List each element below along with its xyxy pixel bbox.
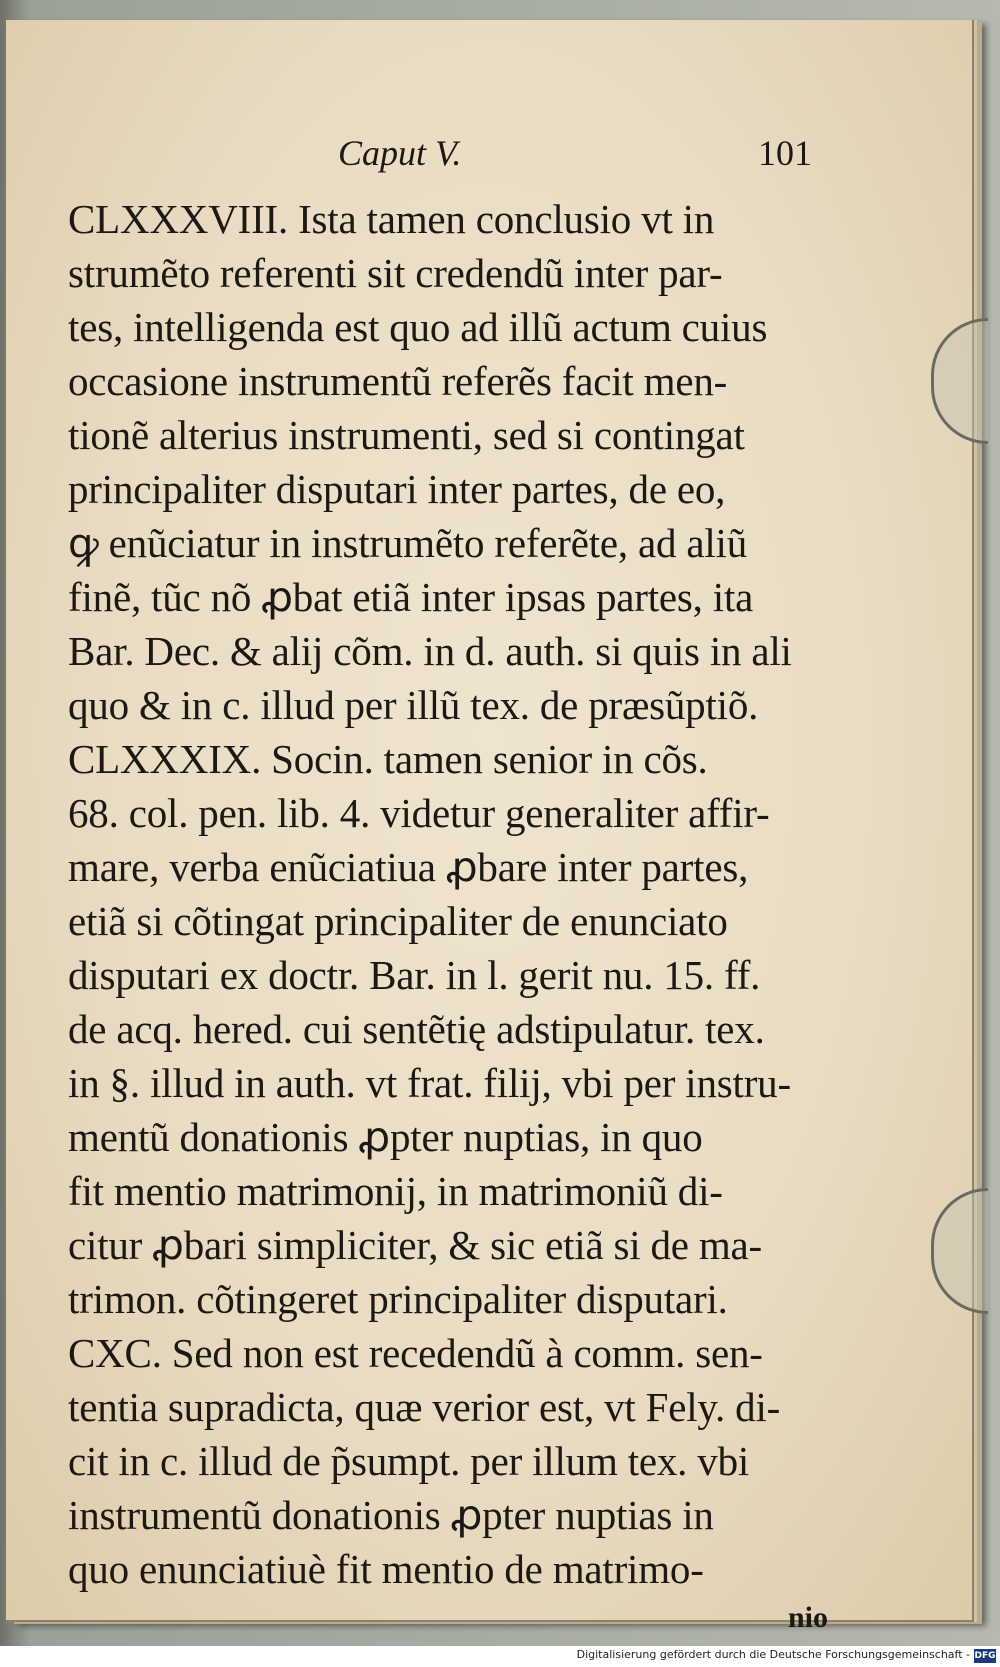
text-line: quo enunciatiuè fit mentio de matrimo- — [68, 1546, 704, 1592]
text-line: tes, intelligenda est quo ad illũ actum cuius — [68, 304, 768, 350]
dfg-logo-icon: DFG — [974, 1651, 996, 1661]
text-line: in §. illud in auth. vt frat. filij, vbi per instru- — [68, 1060, 791, 1106]
text-line: occasione instrumentũ referẽs facit men- — [68, 358, 728, 404]
text-line: tentia supradicta, quæ verior est, vt Fely. di- — [68, 1384, 781, 1430]
text-line: cit in c. illud de p̃sumpt. per illum tex. vbi — [68, 1438, 750, 1484]
text-line: citur ꝓbari simpliciter, & sic etiã si de ma- — [68, 1222, 762, 1268]
text-line: CLXXXIX. Socin. tamen senior in cõs. — [68, 736, 708, 782]
text-line: quo & in c. illud per illũ tex. de præsũptiõ. — [68, 682, 759, 728]
text-line: ꝙ enũciatur in instrumẽto referẽte, ad aliũ — [68, 520, 748, 566]
page-number: 101 — [758, 133, 812, 173]
text-line: Bar. Dec. & alij cõm. in d. auth. si quis in ali — [68, 628, 792, 674]
text-line: strumẽto referenti sit credendũ inter par- — [68, 250, 723, 296]
text-line: CLXXXVIII. Ista tamen conclusio vt in — [68, 196, 715, 242]
text-line: de acq. hered. cui sentẽtię adstipulatur. tex. — [68, 1006, 765, 1052]
text-line: mare, verba enũciatiua ꝓbare inter partes, — [68, 844, 749, 890]
text-line: etiã si cõtingat principaliter de enunciato — [68, 898, 728, 944]
text-line: CXC. Sed non est recedendũ à comm. sen- — [68, 1330, 763, 1376]
running-head — [68, 132, 828, 192]
text-line: principaliter disputari inter partes, de eo, — [68, 466, 726, 512]
text-line: fit mentio matrimonij, in matrimoniũ di- — [68, 1168, 723, 1214]
text-line: instrumentũ donationis ꝓpter nuptias in — [68, 1492, 714, 1538]
text-line: tionẽ alterius instrumenti, sed si contingat — [68, 412, 745, 458]
text-line: mentũ donationis ꝓpter nuptias, in quo — [68, 1114, 703, 1160]
footer-credit: Digitalisierung gefördert durch die Deutsche Forschungsgemeinschaft - — [576, 1648, 970, 1661]
text-line: disputari ex doctr. Bar. in l. gerit nu. 15. ff. — [68, 952, 761, 998]
catchword: nio — [787, 1601, 828, 1634]
running-head-title: Caput V. — [338, 133, 462, 173]
text-line: trimon. cõtingeret principaliter disputari. — [68, 1276, 728, 1322]
book-page — [6, 20, 974, 1634]
text-line: finẽ, tũc nõ ꝓbat etiã inter ipsas partes, ita — [68, 574, 754, 620]
digitization-footer — [0, 1646, 1000, 1667]
text-block — [68, 132, 828, 1638]
text-line: 68. col. pen. lib. 4. videtur generaliter affir- — [68, 790, 770, 836]
page-edge-stack — [976, 22, 982, 1622]
